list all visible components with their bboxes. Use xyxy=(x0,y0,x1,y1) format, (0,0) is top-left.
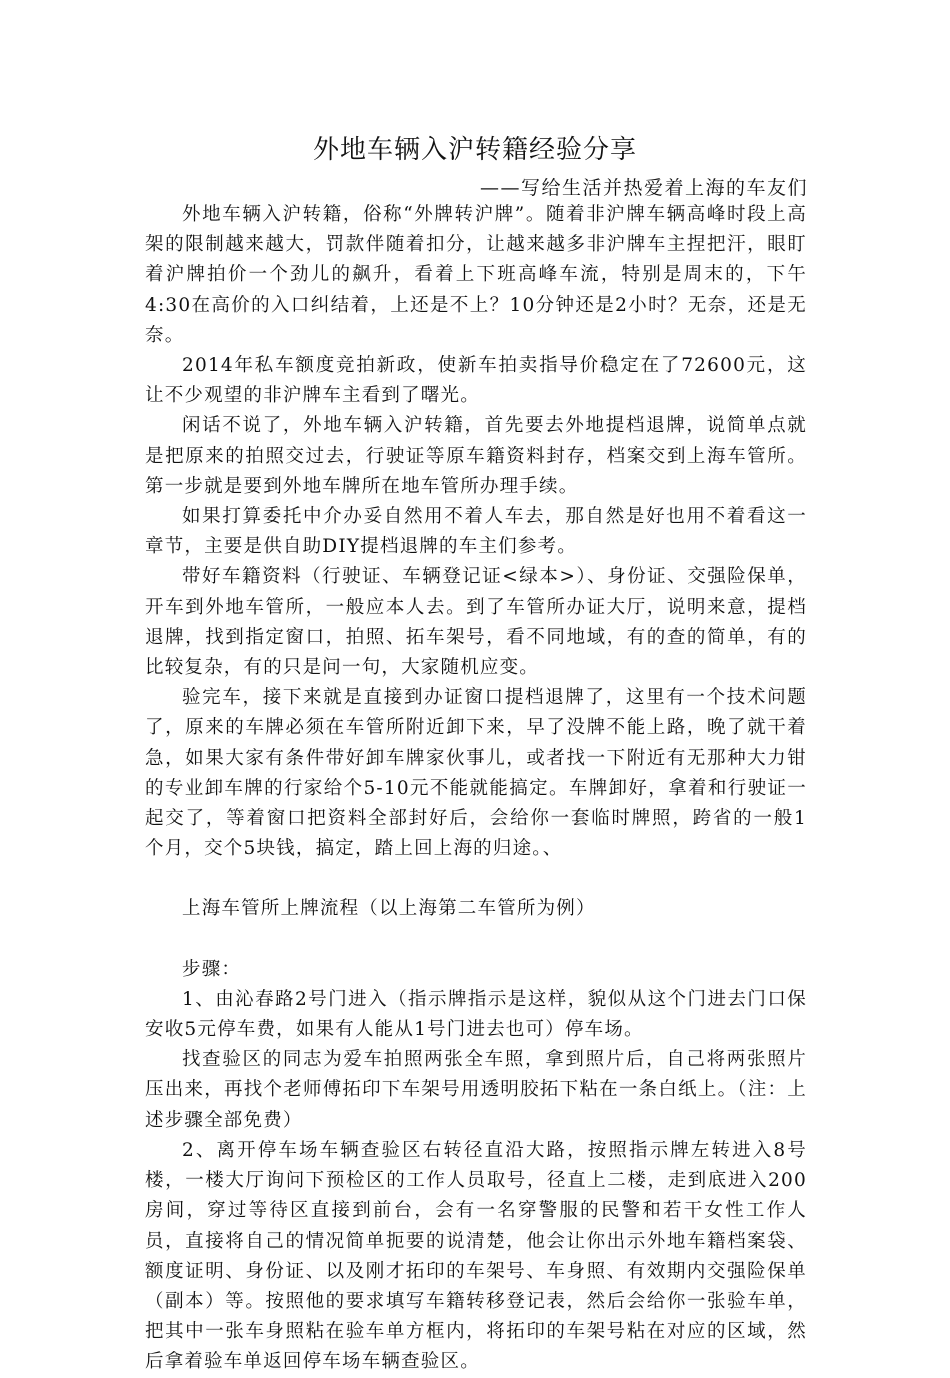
paragraph-intro: 外地车辆入沪转籍，俗称“外牌转沪牌”。随着非沪牌车辆高峰时段上高架的限制越来越大，罚款伴随着扣分，让越来越多非沪牌车主捏把汗，眼盯着沪牌拍价一个劲儿的飙升，看着上下班高峰车流，特别是周末的，下午4:30在高价的入口纠结着，上还是不上？10分钟还是2小时？无奈，还是无奈。 xyxy=(145,204,807,346)
step-1-photo: 找查验区的同志为爱车拍照两张全车照，拿到照片后，自己将两张照片压出来，再找个老师傅拓印下车架号用透明胶拓下粘在一条白纸上。（注：上述步骤全部免费） xyxy=(145,1049,807,1131)
spacer xyxy=(145,864,807,894)
step-2: 2、离开停车场车辆查验区右转径直沿大路，按照指示牌左转进入8号楼，一楼大厅询问下预检区的工作人员取号，径直上二楼，走到底进入200房间，穿过等待区直接到前台，会有一名穿警服的民警和若干女性工作人员，直接将自己的情况简单扼要的说清楚，他会让你出示外地车籍档案袋、额度证明、身份证、以及刚才拓印的车架号、车身照、有效期内交强险保单（副本）等。按照他的要求填写车籍转移登记表，然后会给你一张验车单，把其中一张车身照粘在验车单方框内，将拓印的车架号粘在对应的区域，然后拿着验车单返回停车场车辆查验区。 xyxy=(145,1139,807,1373)
paragraph-policy: 2014年私车额度竞拍新政，使新车拍卖指导价稳定在了72600元，这让不少观望的非沪牌车主看到了曙光。 xyxy=(145,355,807,407)
paragraph-plate-removal: 验完车，接下来就是直接到办证窗口提档退牌了，这里有一个技术问题了，原来的车牌必须在车管所附近卸下来，早了没牌不能上路，晚了就干着急，如果大家有条件带好卸车牌家伙事儿，或者找一下附近有无那种大力钳的专业卸车牌的行家给个5-10元不能就能搞定。车牌卸好，拿着和行驶证一起交了，等着窗口把资料全部封好后，会给你一套临时牌照，跨省的一般1个月，交个5块钱，搞定，踏上回上海的归途。、 xyxy=(145,687,807,860)
steps-label: 步骤： xyxy=(182,958,242,980)
spacer xyxy=(145,925,807,955)
document-title: 外地车辆入沪转籍经验分享 xyxy=(312,135,637,165)
document-subtitle: ——写给生活并热爱着上海的车友们 xyxy=(479,177,808,199)
document-body xyxy=(145,200,807,1378)
paragraph-materials: 带好车籍资料（行驶证、车辆登记证<绿本>）、身份证、交强险保单，开车到外地车管所，一般应本人去。到了车管所办证大厅，说明来意，提档退牌，找到指定窗口，拍照、拓车架号，看不同地域，有的查的简单，有的比较复杂，有的只是问一句，大家随机应变。 xyxy=(145,566,807,679)
paragraph-agency: 如果打算委托中介办妥自然用不着人车去，那自然是好也用不着看这一章节，主要是供自助DIY提档退牌的车主们参考。 xyxy=(145,506,807,558)
step-1: 1、由沁春路2号门进入（指示牌指示是这样，貌似从这个门进去门口保安收5元停车费，如果有人能从1号门进去也可）停车场。 xyxy=(145,988,807,1041)
section-heading: 上海车管所上牌流程（以上海第二车管所为例） xyxy=(182,898,596,920)
paragraph-first-step: 闲话不说了，外地车辆入沪转籍，首先要去外地提档退牌，说简单点就是把原来的拍照交过去，行驶证等原车籍资料封存，档案交到上海车管所。第一步就是要到外地车牌所在地车管所办理手续。 xyxy=(145,415,807,497)
